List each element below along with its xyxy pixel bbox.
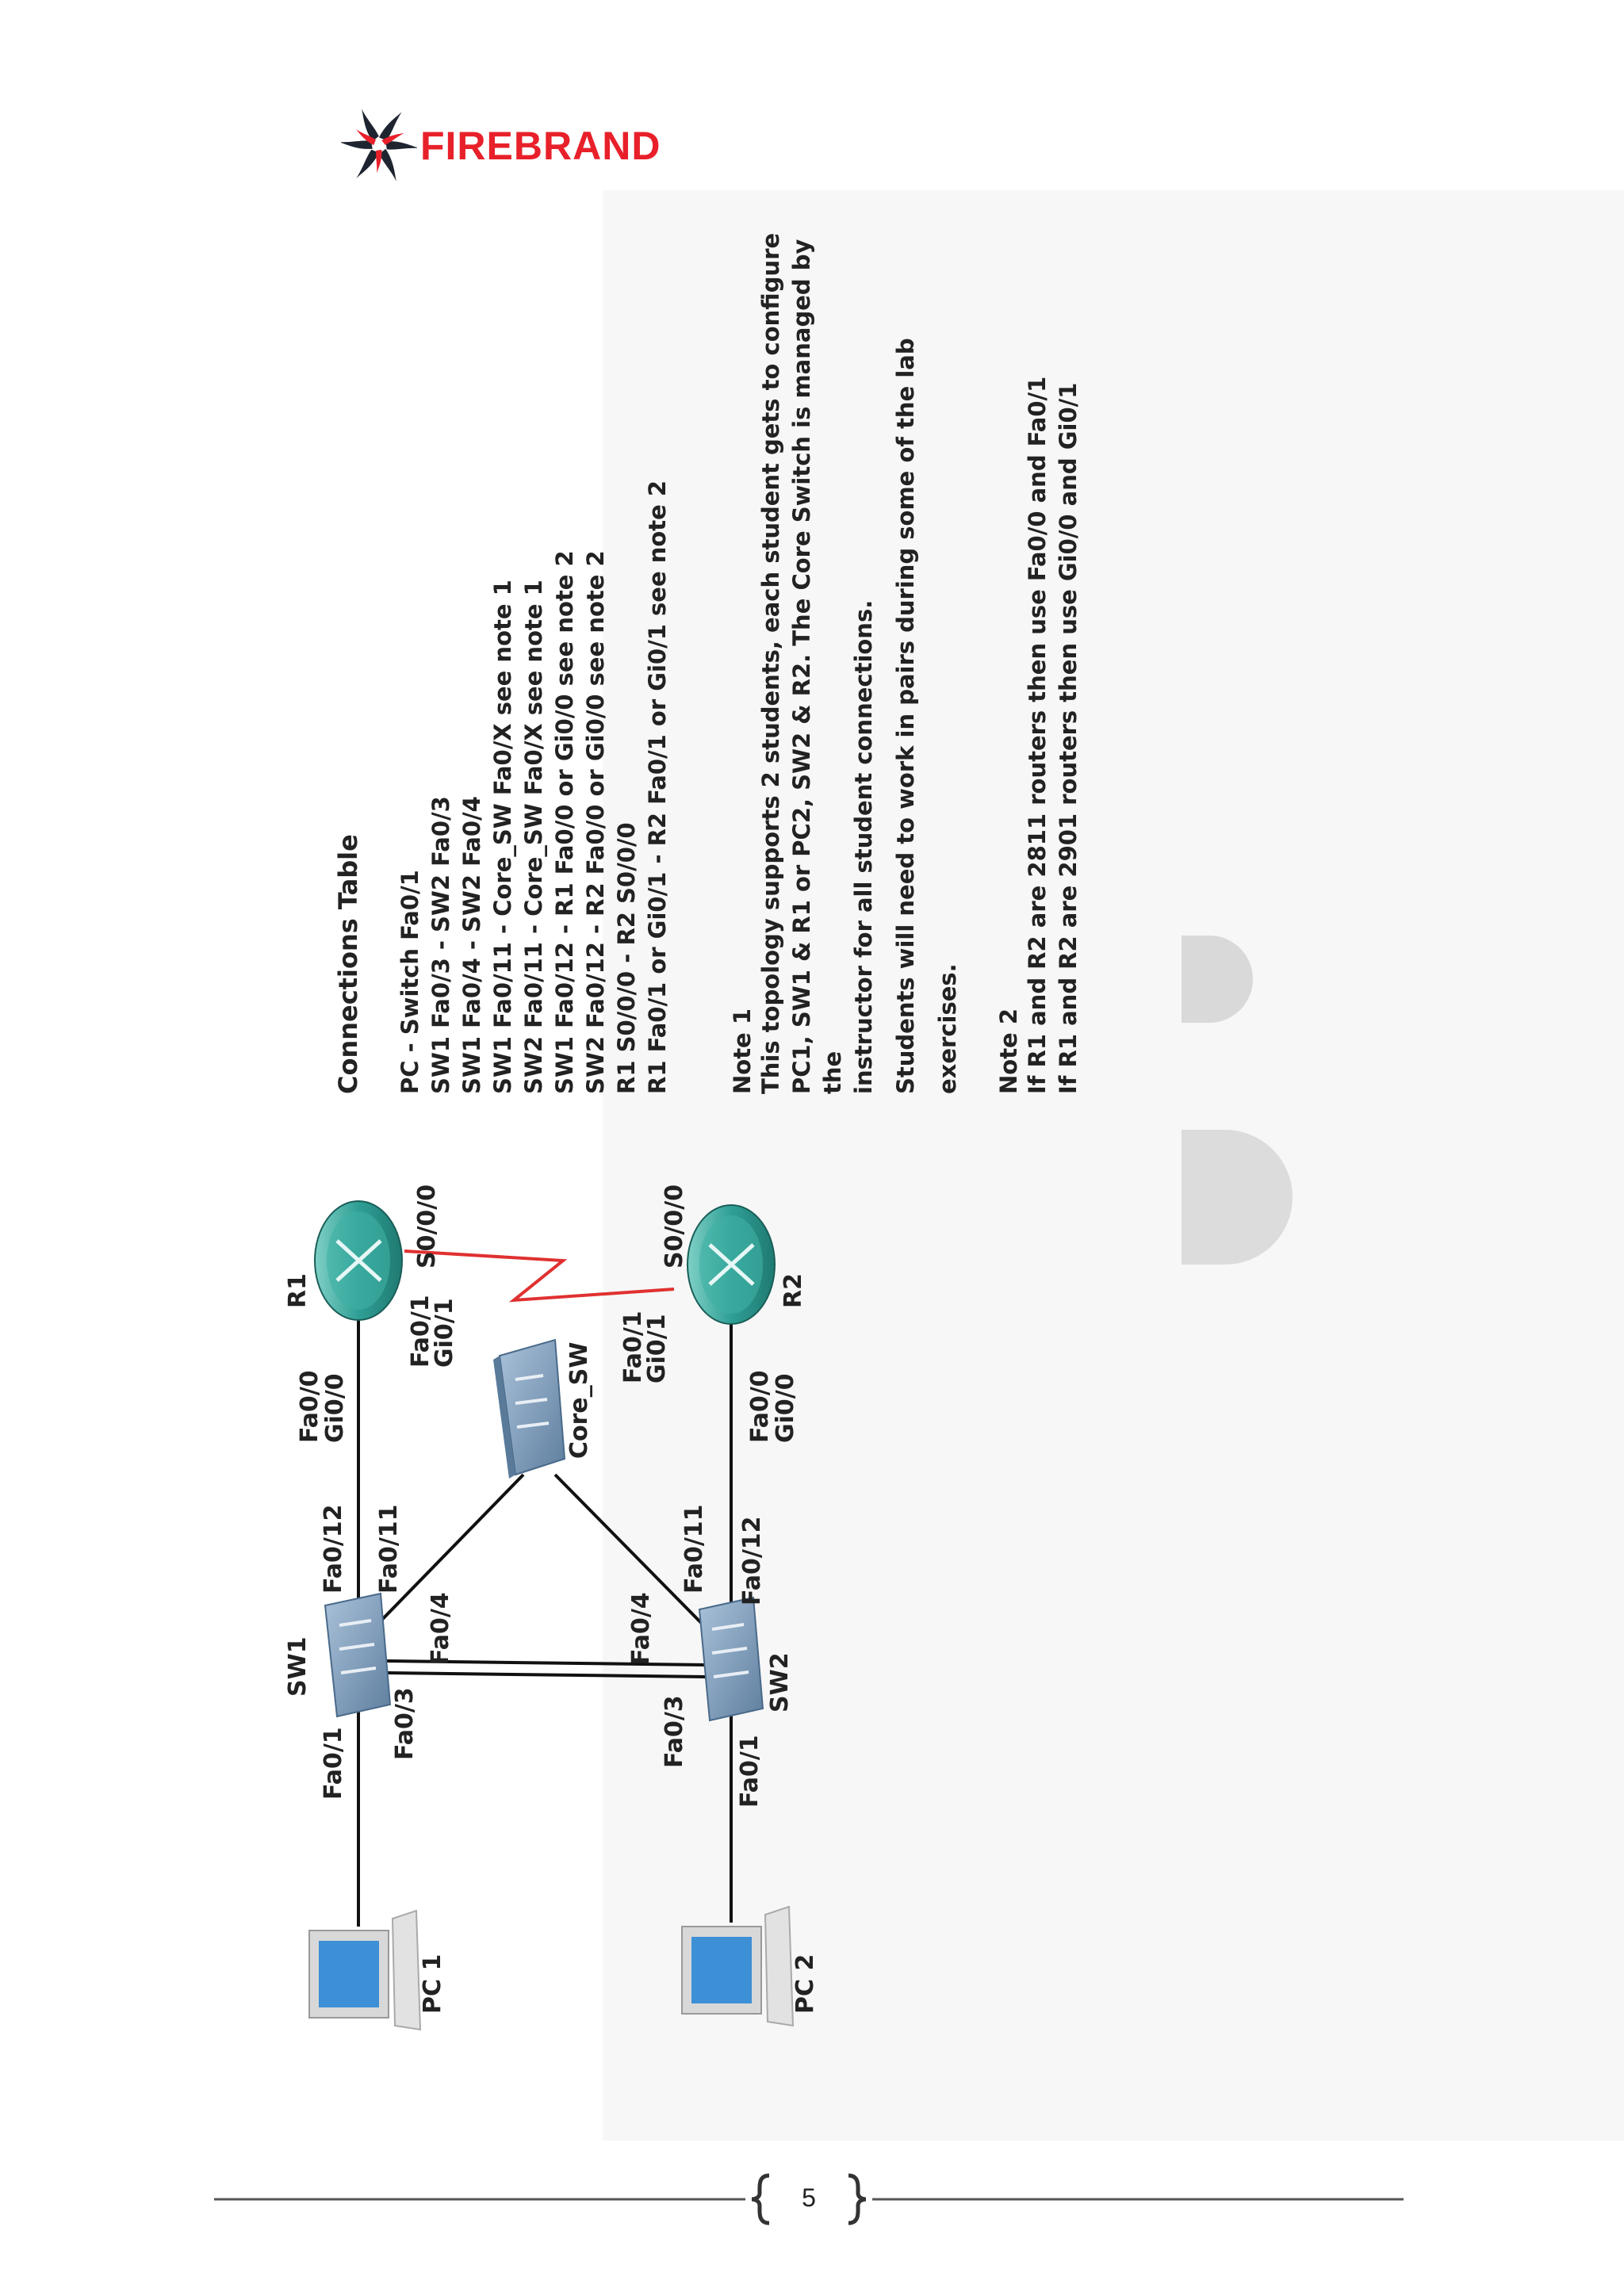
note2-line: If R1 and R2 are 2901 routers then use Gi0/0 and Gi0/1 [1055,382,1082,1094]
label-r1-fa00: Fa0/0 [296,1370,324,1443]
note2-line: If R1 and R2 are 2811 routers then use Fa0/0 and Fa0/1 [1024,376,1051,1094]
label-sw1-fa012: Fa0/12 [320,1504,347,1594]
label-r2-s000: S0/0/0 [661,1184,688,1269]
note1-line: PC1, SW1 & R1 or PC2, SW2 & R2. The Core Switch is managed by the [788,239,846,1094]
label-r2: R2 [779,1273,807,1308]
router-r1 [315,1201,402,1320]
switch-sw1 [325,1594,390,1716]
label-r1-s000: S0/0/0 [413,1184,441,1269]
connection-row: SW1 Fa0/12 - R1 Fa0/0 or Gi0/0 see note 2 [551,550,578,1094]
label-r2-gi00: Gi0/0 [772,1373,799,1443]
note1-heading: Note 1 [729,1008,756,1094]
connections-title: Connections Table [333,834,363,1094]
firebrand-logo-icon [341,107,417,183]
pc1-icon [309,1911,420,2030]
label-pc1: PC 1 [419,1954,446,2014]
switch-sw2 [699,1598,763,1720]
connection-row: PC - Switch Fa0/1 [396,870,423,1094]
label-sw1-fa01: Fa0/1 [320,1727,347,1800]
connection-row: SW1 Fa0/4 - SW2 Fa0/4 [458,796,485,1094]
cable-sw1-sw2-b [387,1673,706,1677]
connections-panel [333,222,1082,1094]
pc2-icon [682,1907,793,2026]
label-sw2-fa04: Fa0/4 [627,1592,655,1665]
page-footer [214,2172,1404,2236]
label-r2-fa00: Fa0/0 [746,1370,774,1443]
serial-link [404,1251,674,1300]
label-sw2-fa01: Fa0/1 [736,1735,764,1808]
label-pc2: PC 2 [791,1954,819,2014]
connection-row: SW2 Fa0/11 - Core_SW Fa0/X see note 1 [520,580,547,1094]
brand-name: FIREBRAND [420,124,661,168]
connection-row: SW2 Fa0/12 - R2 Fa0/0 or Gi0/0 see note 2 [582,550,609,1094]
label-r1-gi01: Gi0/1 [431,1298,458,1368]
note1-line: Students will need to work in pairs during some of the lab [892,338,919,1094]
label-sw1-fa03: Fa0/3 [391,1687,419,1760]
label-sw1-fa011: Fa0/11 [375,1504,403,1594]
label-sw2-fa03: Fa0/3 [661,1695,688,1768]
note1-line: This topology supports 2 students, each student gets to configure [757,232,784,1094]
router-r2 [688,1205,775,1324]
firebrand-logo [341,107,674,186]
label-sw2-fa011: Fa0/11 [680,1504,708,1594]
note2-heading: Note 2 [995,1008,1022,1094]
label-sw1-fa04: Fa0/4 [427,1592,454,1665]
label-core-sw: Core_SW [565,1341,593,1459]
label-r1-fa01: Fa0/1 [407,1295,435,1368]
page-number: 5 [802,2183,816,2212]
label-sw2-fa012: Fa0/12 [738,1516,766,1605]
connection-row: R1 Fa0/1 or Gi0/1 - R2 Fa0/1 or Gi0/1 see note 2 [644,480,671,1094]
label-sw1: SW1 [284,1636,312,1697]
connections-list [395,222,673,1094]
label-r1-gi00: Gi0/0 [321,1373,349,1443]
label-sw2: SW2 [766,1652,794,1712]
note1-line: exercises. [934,963,961,1094]
network-diagram [262,1142,896,2077]
connection-row: R1 S0/0/0 - R2 S0/0/0 [613,822,640,1094]
connection-row: SW1 Fa0/3 - SW2 Fa0/3 [427,796,454,1094]
core-switch [493,1340,565,1479]
label-r1: R1 [284,1273,312,1308]
note1-line: instructor for all student connections. [850,599,877,1094]
connection-row: SW1 Fa0/11 - Core_SW Fa0/X see note 1 [489,580,516,1094]
label-r2-fa01: Fa0/1 [619,1311,647,1383]
label-r2-gi01: Gi0/1 [643,1314,671,1383]
